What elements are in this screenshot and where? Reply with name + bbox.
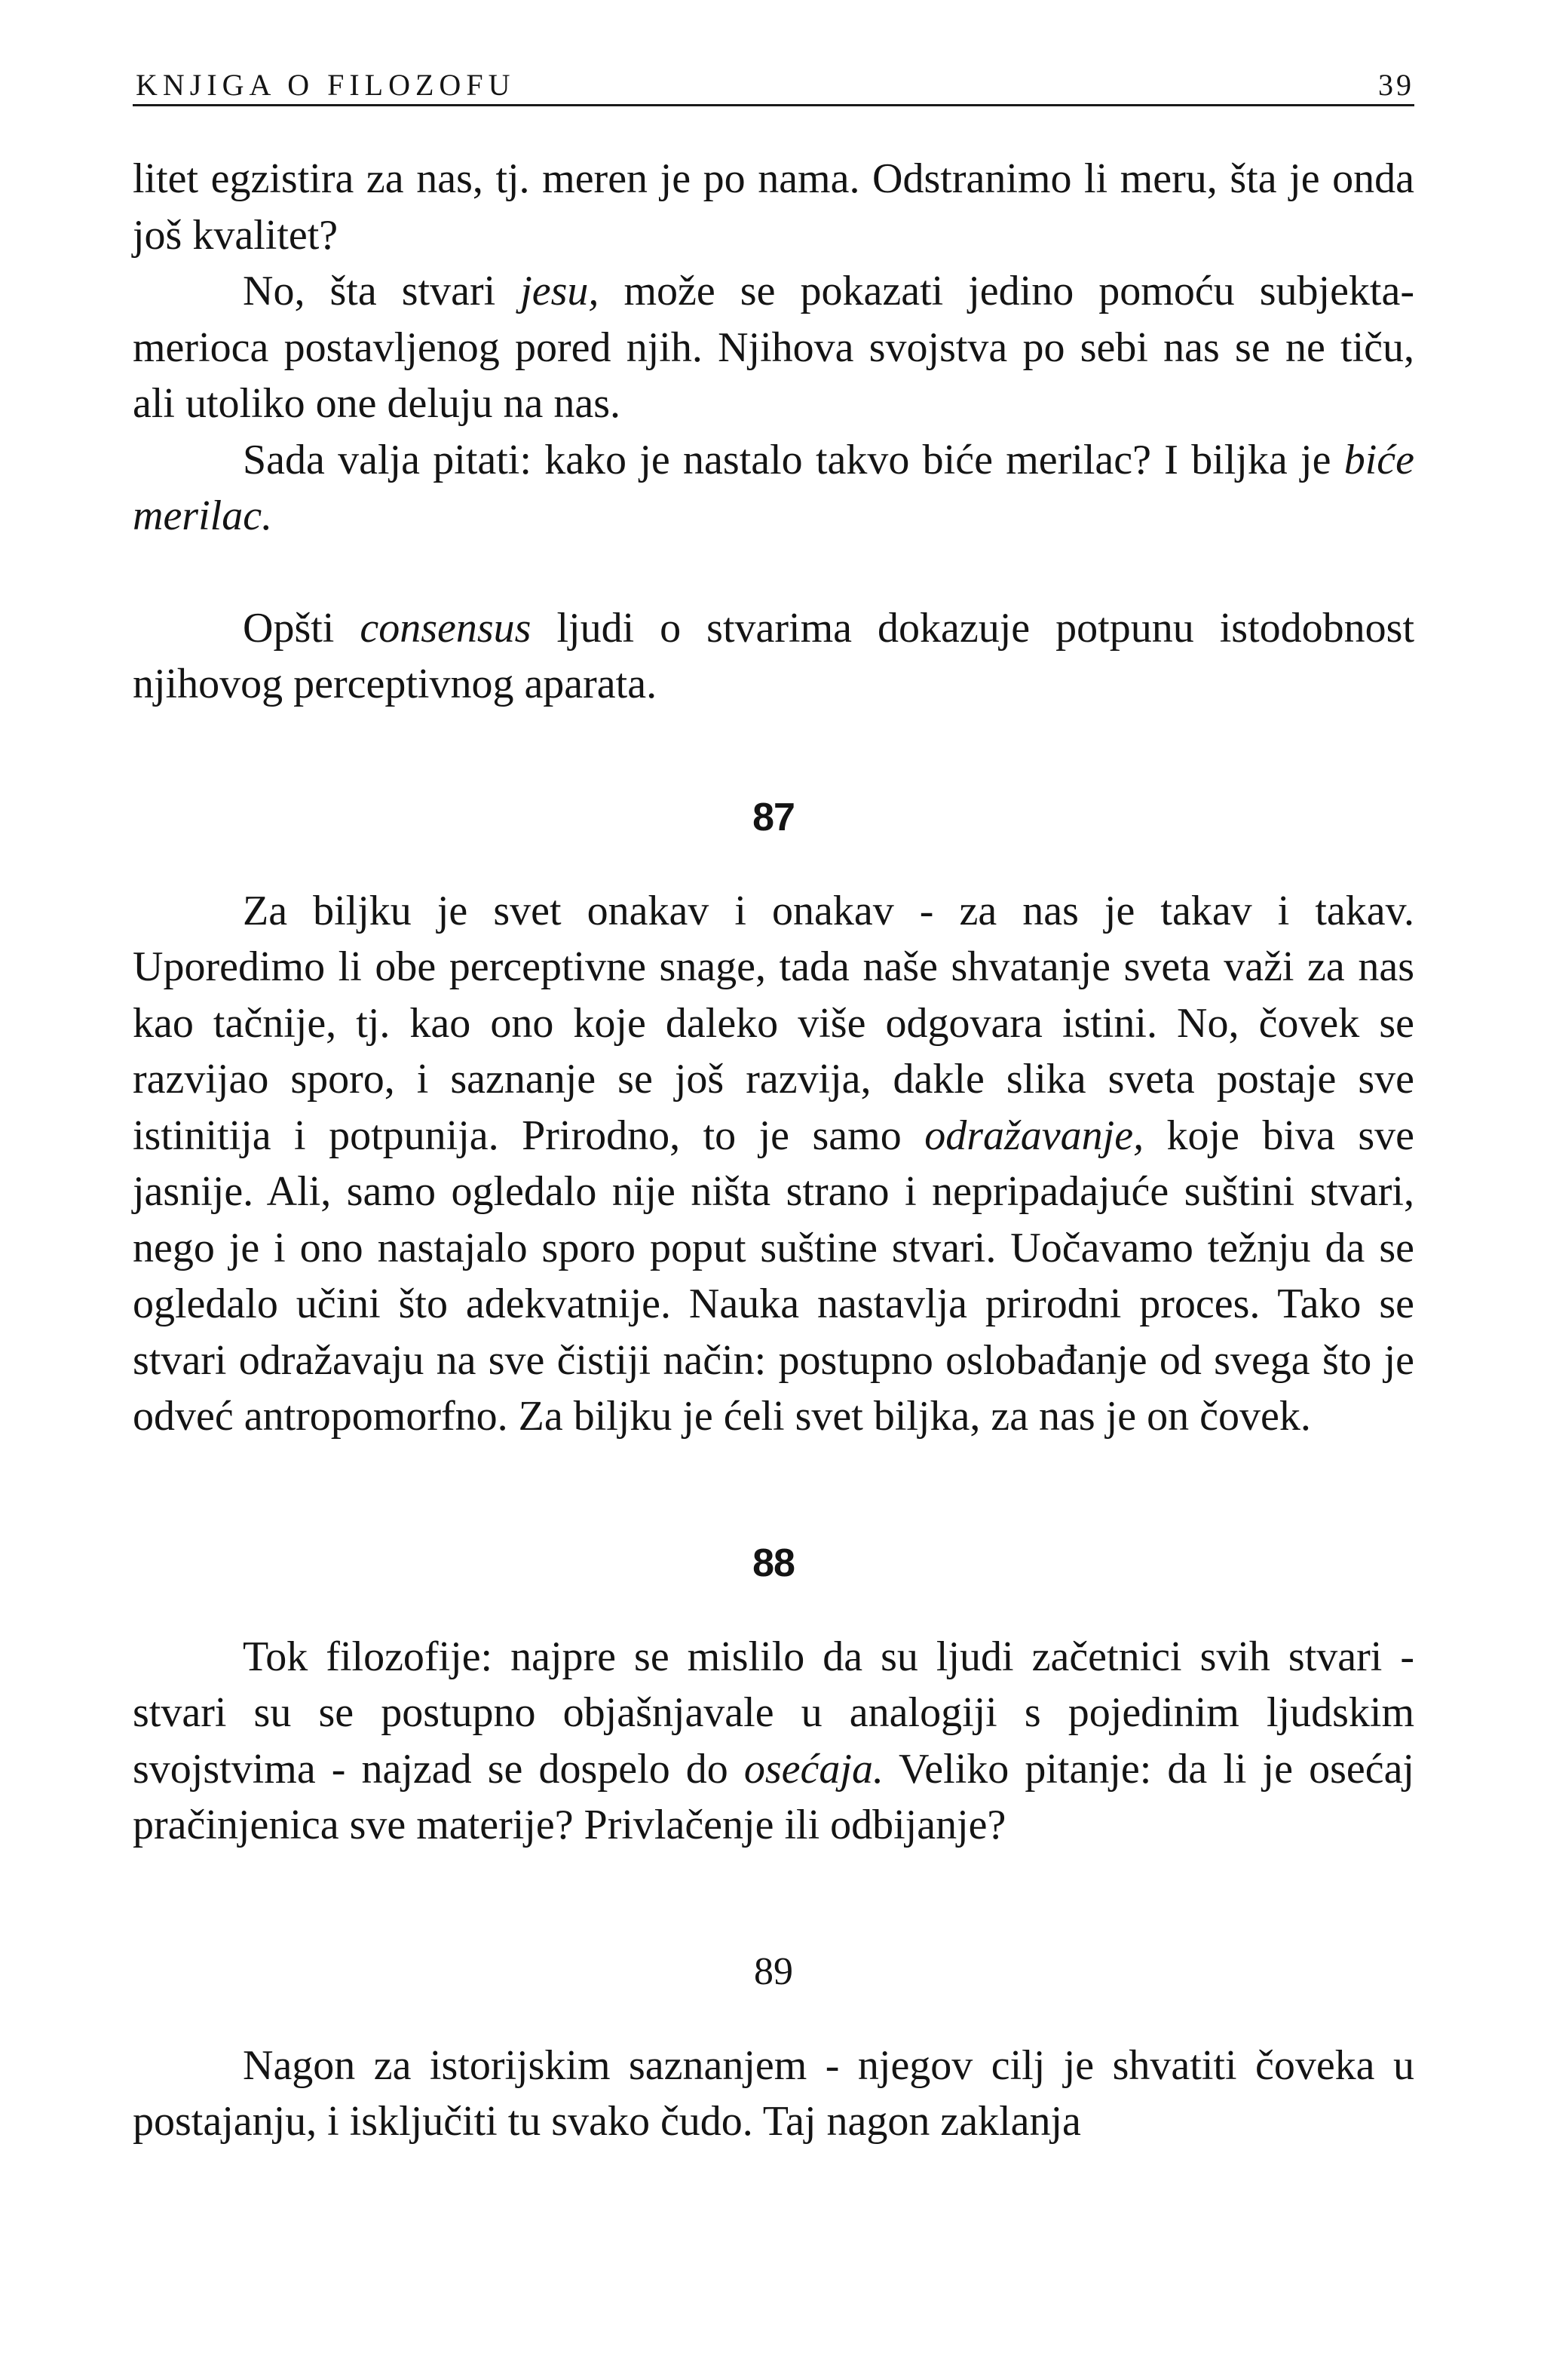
- paragraph-text: No, šta stvari: [243, 268, 521, 314]
- section-number-87: 87: [752, 795, 795, 839]
- section-87-paragraph: [133, 883, 1414, 1445]
- page-number: 39: [1378, 68, 1414, 102]
- running-header: [133, 66, 1414, 106]
- emphasis-text: odražavanje,: [924, 1112, 1144, 1159]
- body-text: [133, 151, 1414, 2150]
- continuation-paragraph: [133, 151, 1414, 263]
- paragraph-text: Opšti: [243, 604, 360, 652]
- continuation-text: litet egzistira za nas, tj. meren je po nama. Odstranimo li meru, šta je onda još kvalitet?: [133, 155, 1414, 259]
- paragraph-text: Nagon za istorijskim saznanjem - njegov cilj je shvatiti čoveka u postajanju, i isključiti tu svako čudo. Taj nagon zaklanja: [133, 2041, 1414, 2145]
- paragraph-text: ljudi o stvarima dokazuje potpunu istodobnost njihovog perceptivnog aparata.: [133, 604, 1414, 707]
- emphasis-text: osećaja.: [743, 1745, 884, 1793]
- section-89-paragraph: [133, 2038, 1414, 2150]
- emphasis-text: consensus: [360, 604, 532, 652]
- section-88-paragraph: [133, 1629, 1414, 1854]
- emphasis-text: biće merilac.: [133, 436, 1414, 539]
- paragraph-text: Za biljku je svet onakav i onakav - za nas je takav i takav. Uporedimo li obe perceptivne snage, tada naše shvatanje sveta važi za nas kao tačnije, tj. kao ono koje daleko više odgovara istini. No, čovek se razvijao sporo, i saznanje se još razvija, dakle slika sveta postaje sve istinitija i potpunija. Prirodno, to je samo: [133, 887, 1414, 1159]
- emphasis-text: jesu,: [520, 268, 599, 314]
- paragraph-measuring-being: [133, 432, 1414, 544]
- paragraph-text: Tok filozofije: najpre se mislilo da su ljudi začetnici svih stvari - stvari su se postupno objašnjavale u analogiji s pojedinim ljudskim svojstvima - najzad se dospelo do: [133, 1633, 1414, 1793]
- paragraph-text: koje biva sve jasnije. Ali, samo ogledalo nije ništa strano i nepripadajuće suštini stvari, nego je i ono nastajalo sporo poput suštine stvari. Uočavamo težnju da se ogledalo učini što adekvatnije. Nauka nastavlja prirodni proces. Tako se stvari odražavaju na sve čistiji način: postupno oslobađanje od svega što je odveć antropomorfno. Za biljku je ćeli svet biljka, za nas je on čovek.: [133, 1112, 1415, 1440]
- paragraph-text: Sada valja pitati: kako je nastalo takvo biće merilac? I biljka je: [243, 436, 1344, 483]
- section-number-89: 89: [754, 1949, 793, 1993]
- running-header-title: KNJIGA O FILOZOFU: [136, 68, 516, 102]
- section-number-88: 88: [752, 1541, 795, 1585]
- paragraph-text: Veliko pitanje: da li je osećaj pračinjenica sve materije? Privlačenje ili odbijanje?: [133, 1745, 1414, 1848]
- paragraph-what-things-are: [133, 263, 1414, 432]
- paragraph-text: može se pokazati jedino pomoću subjekta-merioca postavljenog pored njih. Njihova svojstva po sebi nas se ne tiču, ali utoliko one deluju na nas.: [133, 268, 1414, 427]
- paragraph-consensus: [133, 600, 1414, 713]
